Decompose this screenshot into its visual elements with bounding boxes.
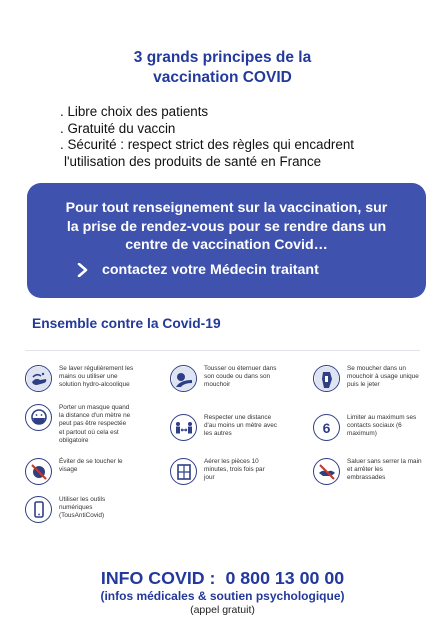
measure-label: Aérer les pièces 10 minutes, trois fois par jour [204,458,265,482]
principles-list [60,104,430,170]
elbow-cough-icon [170,365,197,392]
info-box-line-2: la prise de rendez-vous pour se rendre dans un [66,218,387,235]
principle-safety-continued: l'utilisation des produits de santé en France [64,153,322,169]
tissue-icon [313,365,340,392]
info-covid-label: INFO COVID : [100,568,216,588]
divider [25,350,420,351]
measure-distance [170,414,289,441]
principle-choice: . Libre choix des patients [60,104,209,119]
measure-label: Utiliser les outils numériques (TousAntiCovid) [59,496,106,520]
mask-icon [25,404,52,431]
principle-safety: . Sécurité : respect strict des règles qui encadrent [60,137,354,152]
hand-wash-icon [25,365,52,392]
phone-app-icon [25,496,52,523]
measure-label: Se moucher dans un mouchoir à usage unique puis le jeter [347,365,419,389]
chevron-right-icon [77,263,88,277]
info-box-line-1: Pour tout renseignement sur la vaccination, sur [65,200,388,216]
measure-label: Respecter une distance d'au moins un mètre avec les autres [204,414,277,438]
info-covid-subtitle: (infos médicales & soutien psychologique) [100,589,345,603]
distance-icon [170,414,197,441]
measure-tissue [313,365,432,392]
measure-elbow-cough [170,365,289,392]
section-title: Ensemble contre la Covid-19 [32,316,221,331]
measure-label: Porter un masque quand la distance d'un mètre ne peut pas être respectée et partout où cela est obligatoire [59,404,131,444]
measure-label: Saluer sans serrer la main et arrêter les embrassades [347,458,422,482]
measure-hand-wash [25,365,144,392]
measure-mask [25,404,144,445]
contact-doctor-cta[interactable] [77,262,319,278]
measures-grid [25,357,430,537]
contact-doctor-label: contactez votre Médecin traitant [102,262,319,278]
measure-window [170,458,289,485]
no-face-touch-icon [25,458,52,485]
principle-free: . Gratuité du vaccin [60,120,176,136]
six-contacts-icon: 6 [313,414,340,441]
title-line-2: vaccination COVID [153,69,292,86]
measure-label: Tousser ou éternuer dans son coude ou dans son mouchoir [204,365,277,389]
info-box-line-3: centre de vaccination Covid… [125,237,328,253]
page-title [0,48,445,88]
info-covid-footer [0,567,445,617]
title-line-1: 3 grands principes de la [133,49,312,66]
info-covid-line [0,567,445,589]
info-box-text [35,199,418,255]
info-box [27,183,426,298]
measure-label: Éviter de se toucher le visage [59,458,123,474]
phone-number[interactable]: 0 800 13 00 00 [225,568,345,588]
free-call-note: (appel gratuit) [190,604,255,616]
measure-no-handshake [313,458,432,485]
no-handshake-icon [313,458,340,485]
window-icon [170,458,197,485]
measure-label: Limiter au maximum ses contacts sociaux (6 maximum) [347,414,417,438]
measure-six-contacts [313,414,432,441]
measure-label: Se laver régulièrement les mains ou utiliser une solution hydro-alcoolique [59,365,134,389]
measure-phone-app [25,496,144,523]
measure-no-face-touch [25,458,144,485]
